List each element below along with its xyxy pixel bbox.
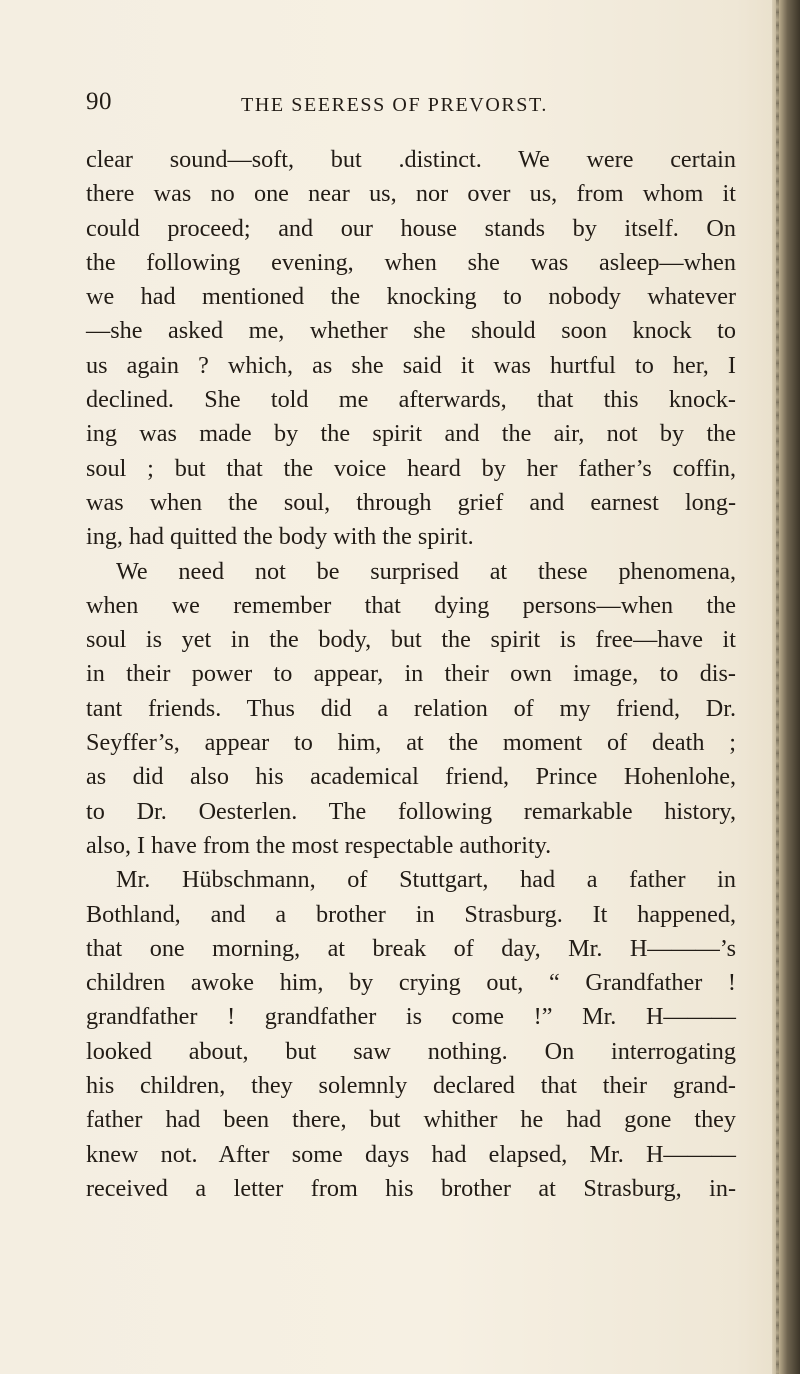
text-line: soul ; but that the voice heard by her father’s coffin, bbox=[86, 454, 736, 482]
text-line: Bothland, and a brother in Strasburg. It happened, bbox=[86, 900, 736, 928]
text-line: —she asked me, whether she should soon knock to bbox=[86, 317, 736, 345]
text-line: father had been there, but whither he had gone they bbox=[86, 1106, 736, 1134]
text-line: also, I have from the most respectable authority. bbox=[86, 831, 552, 859]
text-line: grandfather ! grandfather is come !” Mr. H——— bbox=[86, 1003, 736, 1031]
text-line: declined. She told me afterwards, that this knock- bbox=[86, 386, 736, 414]
text-line: ing was made by the spirit and the air, not by the bbox=[86, 420, 736, 448]
text-line: received a letter from his brother at Strasburg, in- bbox=[86, 1174, 736, 1202]
text-line: soul is yet in the body, but the spirit is free—have it bbox=[86, 626, 736, 654]
text-line: was when the soul, through grief and earnest long- bbox=[86, 488, 736, 516]
text-line: ing, had quitted the body with the spirit. bbox=[86, 523, 474, 551]
text-line: we had mentioned the knocking to nobody whatever bbox=[86, 283, 736, 311]
text-line: We need not be surprised at these phenomena, bbox=[116, 557, 736, 585]
text-line: clear sound—soft, but .distinct. We were certain bbox=[86, 146, 736, 173]
text-line: when we remember that dying persons—when the bbox=[86, 591, 736, 619]
book-binding-edge bbox=[772, 0, 800, 1374]
text-line: to Dr. Oesterlen. The following remarkable history, bbox=[86, 797, 736, 825]
text-line: that one morning, at break of day, Mr. H———’s bbox=[86, 934, 736, 962]
text-line: there was no one near us, nor over us, from whom it bbox=[86, 180, 736, 208]
text-line: the following evening, when she was asleep—when bbox=[86, 248, 736, 276]
text-line: looked about, but saw nothing. On interrogating bbox=[86, 1037, 736, 1065]
text-line: Seyffer’s, appear to him, at the moment of death ; bbox=[86, 729, 736, 757]
text-line: us again ? which, as she said it was hurtful to her, I bbox=[86, 351, 736, 379]
text-line: as did also his academical friend, Prince Hohenlohe, bbox=[86, 763, 736, 791]
text-line: children awoke him, by crying out, “ Grandfather ! bbox=[86, 969, 736, 997]
text-line: Mr. Hübschmann, of Stuttgart, had a father in bbox=[116, 866, 736, 894]
text-line: could proceed; and our house stands by itself. On bbox=[86, 214, 736, 242]
text-line: tant friends. Thus did a relation of my friend, Dr. bbox=[86, 694, 736, 722]
text-line: his children, they solemnly declared that their grand- bbox=[86, 1072, 736, 1100]
text-line: in their power to appear, in their own image, to dis- bbox=[86, 660, 736, 688]
text-line: knew not. After some days had elapsed, Mr. H——— bbox=[86, 1140, 736, 1168]
page-number: 90 bbox=[86, 88, 112, 115]
body-text bbox=[86, 143, 736, 1206]
running-head: THE SEERESS OF PREVORST. bbox=[241, 94, 548, 116]
page-header bbox=[86, 88, 736, 128]
